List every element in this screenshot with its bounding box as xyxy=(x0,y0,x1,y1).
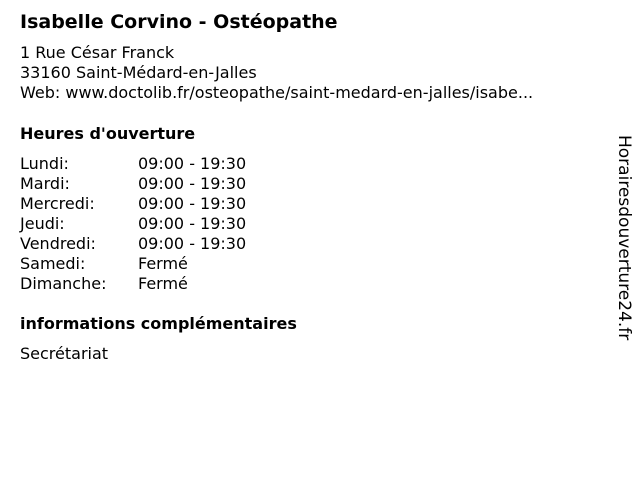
day-label: Vendredi: xyxy=(20,234,96,253)
day-label: Jeudi: xyxy=(20,214,65,233)
site-watermark xyxy=(612,135,636,345)
address-block xyxy=(20,43,533,103)
day-hours: 09:00 - 19:30 xyxy=(138,234,247,253)
day-hours: 09:00 - 19:30 xyxy=(138,154,247,173)
day-hours: 09:00 - 19:30 xyxy=(138,194,247,213)
day-label: Dimanche: xyxy=(20,274,107,293)
address-city: 33160 Saint-Médard-en-Jalles xyxy=(20,63,257,82)
day-label: Mercredi: xyxy=(20,194,95,213)
day-label: Mardi: xyxy=(20,174,70,193)
watermark-text: Horairesdouverture24.fr xyxy=(614,135,634,341)
day-hours: Fermé xyxy=(138,274,188,293)
additional-info-text: Secrétariat xyxy=(20,344,109,363)
address-street: 1 Rue César Franck xyxy=(20,43,175,62)
additional-info-heading: informations complémentaires xyxy=(20,314,297,333)
day-label: Lundi: xyxy=(20,154,69,173)
day-hours: Fermé xyxy=(138,254,188,273)
opening-hours-heading: Heures d'ouverture xyxy=(20,124,196,143)
day-hours: 09:00 - 19:30 xyxy=(138,174,247,193)
website-line: Web: www.doctolib.fr/osteopathe/saint-medard-en-jalles/isabe... xyxy=(20,83,534,102)
day-hours: 09:00 - 19:30 xyxy=(138,214,247,233)
business-title: Isabelle Corvino - Ostéopathe xyxy=(20,11,338,33)
day-label: Samedi: xyxy=(20,254,86,273)
